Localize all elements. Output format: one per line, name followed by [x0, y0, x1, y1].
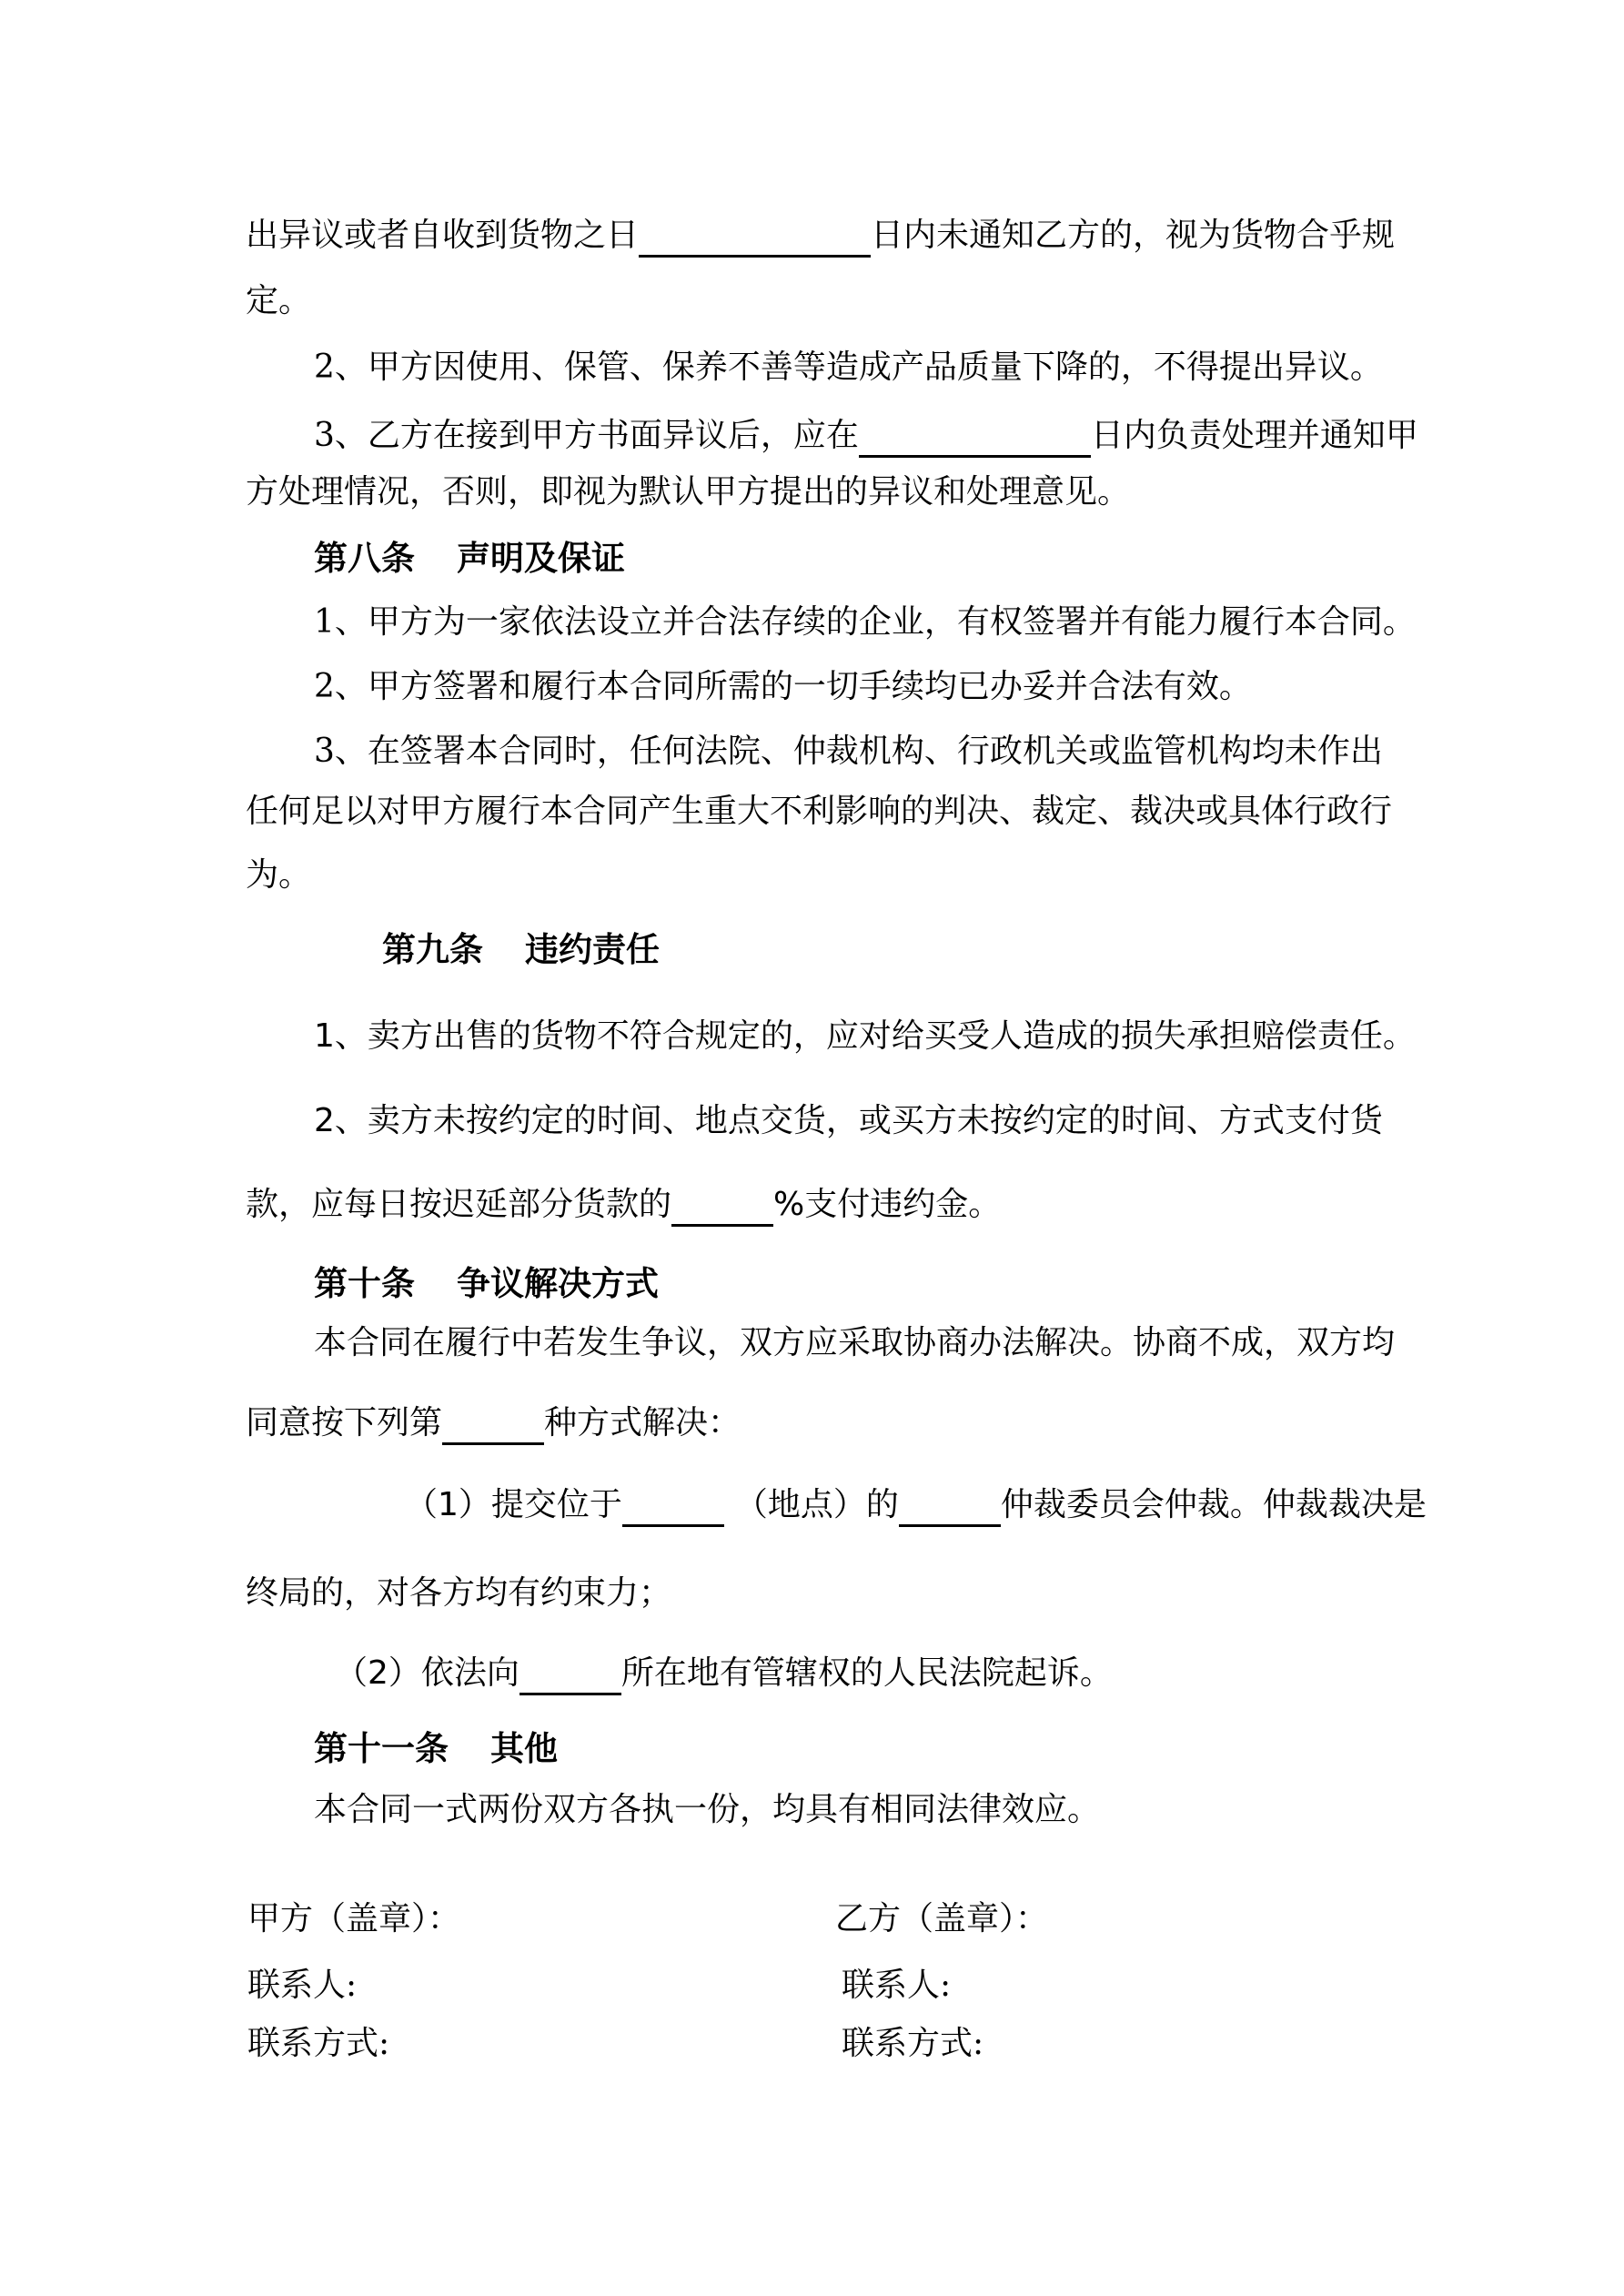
party-a-contact-label [247, 1964, 357, 2008]
clause10-intro-text-2a: 同意按下列第 [246, 1404, 443, 1441]
clause7-item3-line2 [246, 470, 1130, 514]
clause8-item3-text-c: 为。 [246, 856, 312, 894]
clause9-item2-text-b: 款，应每日按迟延部分货款的 [246, 1186, 672, 1223]
clause8-number: 第八条 [314, 539, 415, 578]
clause7-inspection-line1 [246, 214, 1395, 258]
clause8-item3-line1 [314, 730, 1383, 774]
clause10-option2-text-a: （2）依法向 [335, 1654, 519, 1692]
clause7-inspection-line2 [246, 279, 311, 323]
clause10-number: 第十条 [314, 1264, 415, 1303]
clause10-option1-text-c: 仲裁委员会仲裁。仲裁裁决是 [1000, 1486, 1427, 1523]
clause10-option1-line1 [405, 1483, 1427, 1527]
clause7-item2 [314, 346, 1383, 389]
party-b-seal-text: 乙方（盖章）： [835, 1900, 1049, 1937]
clause8-title: 声明及保证 [457, 539, 625, 578]
clause10-option1-text-d: 终局的，对各方均有约束力； [246, 1574, 672, 1612]
clause11-title: 其他 [490, 1729, 558, 1768]
party-b-contact-text: 联系人: [842, 1967, 952, 2004]
party-a-contact-text: 联系人: [247, 1967, 358, 2004]
clause9-item1 [314, 1015, 1416, 1058]
blank-handle-days [859, 417, 1091, 458]
clause10-intro-text-1: 本合同在履行中若发生争议，双方应采取协商办法解决。协商不成，双方均 [314, 1324, 1396, 1361]
clause10-option2-line [335, 1652, 1113, 1695]
clause10-intro-line1 [314, 1321, 1395, 1365]
clause9-heading [382, 928, 660, 972]
clause7-item3-text-a: 3、乙方在接到甲方书面异议后，应在 [314, 417, 859, 454]
blank-method-number [442, 1404, 544, 1445]
clause8-item1 [314, 601, 1416, 644]
clause8-item3-line3 [246, 854, 311, 897]
clause9-title: 违约责任 [525, 930, 660, 969]
clause10-option2-text-b: 所在地有管辖权的人民法院起诉。 [620, 1654, 1113, 1692]
party-a-phone-label [247, 2022, 389, 2066]
party-b-phone-text: 联系方式: [842, 2025, 984, 2062]
clause10-option1-text-a: （1）提交位于 [405, 1486, 622, 1523]
clause11-body-text: 本合同一式两份双方各执一份，均具有相同法律效应。 [314, 1791, 1101, 1828]
clause7-item3-line1 [314, 414, 1418, 458]
party-a-seal-label [247, 1897, 460, 1941]
clause8-item3-text-b: 任何足以对甲方履行本合同产生重大不利影响的判决、裁定、裁决或具体行政行 [246, 793, 1393, 830]
blank-arbitration-commission [899, 1486, 1001, 1527]
clause8-item3-text-a: 3、在签署本合同时，任何法院、仲裁机构、行政机关或监管机构均未作出 [314, 733, 1383, 770]
clause7-item3-text-b: 日内负责处理并通知甲 [1090, 417, 1418, 454]
blank-arbitration-location [622, 1486, 724, 1527]
clause10-title: 争议解决方式 [457, 1264, 659, 1303]
clause8-item3-line2 [246, 790, 1392, 834]
party-a-phone-text: 联系方式: [247, 2025, 390, 2062]
clause11-body [314, 1788, 1100, 1832]
party-b-contact-label [842, 1964, 951, 2008]
clause9-item2-line1 [314, 1099, 1383, 1143]
clause10-intro-line2 [246, 1401, 741, 1445]
clause8-item2 [314, 665, 1252, 709]
party-b-seal-label [835, 1897, 1048, 1941]
clause9-item2-line2 [246, 1183, 1001, 1227]
clause9-item2-text-a: 2、卖方未按约定的时间、地点交货，或买方未按约定的时间、方式支付货 [314, 1102, 1383, 1139]
clause8-item1-text: 1、甲方为一家依法设立并合法存续的企业，有权签署并有能力履行本合同。 [314, 603, 1416, 641]
clause7-item2-text: 2、甲方因使用、保管、保养不善等造成产品质量下降的，不得提出异议。 [314, 349, 1383, 386]
clause7-line1-text-b: 日内未通知乙方的，视为货物合乎规 [871, 217, 1396, 254]
party-b-phone-label [842, 2022, 983, 2066]
clause11-number: 第十一条 [314, 1729, 449, 1768]
clause11-heading [314, 1727, 558, 1771]
clause7-line2-text: 定。 [246, 282, 312, 319]
clause10-option1-text-b: （地点）的 [734, 1486, 899, 1523]
clause10-option1-line2 [246, 1572, 671, 1615]
blank-notice-days-1 [639, 217, 871, 258]
clause8-heading [314, 537, 625, 581]
blank-penalty-percent [671, 1186, 773, 1227]
clause9-number: 第九条 [382, 930, 483, 969]
clause9-item1-text: 1、卖方出售的货物不符合规定的，应对给买受人造成的损失承担赔偿责任。 [314, 1017, 1416, 1055]
clause9-item2-text-c: %支付违约金。 [773, 1186, 1002, 1223]
clause10-heading [314, 1262, 659, 1306]
clause7-item3-text-c: 方处理情况，否则，即视为默认甲方提出的异议和处理意见。 [246, 473, 1131, 511]
clause10-intro-text-2b: 种方式解决： [544, 1404, 741, 1441]
clause8-item2-text: 2、甲方签署和履行本合同所需的一切手续均已办妥并合法有效。 [314, 668, 1252, 705]
clause7-line1-text-a: 出异议或者自收到货物之日 [246, 217, 640, 254]
blank-court-location [519, 1654, 621, 1695]
party-a-seal-text: 甲方（盖章）： [247, 1900, 461, 1937]
